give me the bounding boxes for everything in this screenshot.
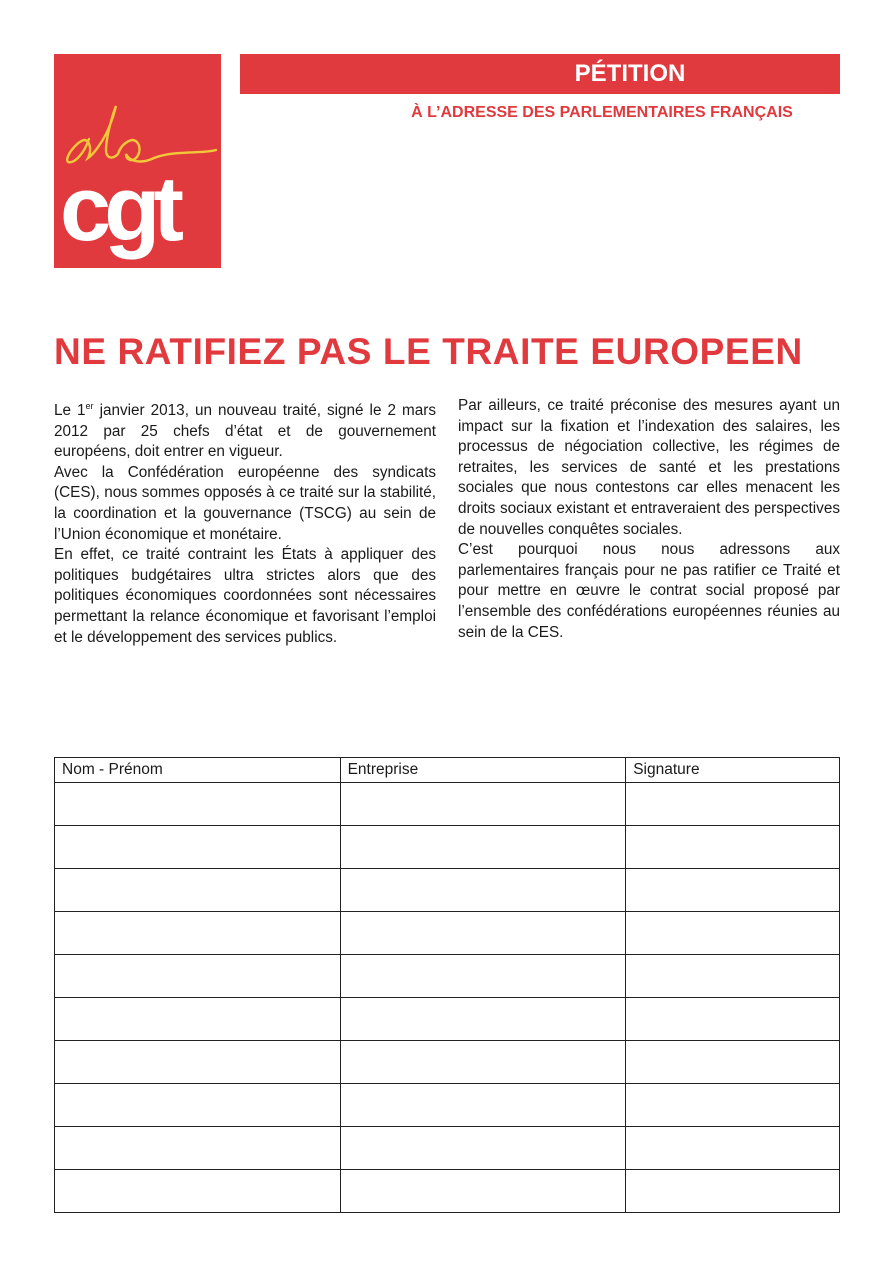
table-row — [55, 1084, 840, 1127]
paragraph: En effet, ce traité contraint les États à appliquer des politiques budgétaires ultra strictes alors que des politiques économiques coordonnées sont nécessaires permettant la relance économique et favorisant l’emploi et le développement des services publics. — [54, 546, 436, 646]
signature-cell[interactable] — [626, 826, 840, 869]
paragraph: Avec la Confédération européenne des syndicats (CES), nous sommes opposés à ce traité sur la stabilité, la coordination et la gouvernance (TSCG) au sein de l’Union économique et monétaire. — [54, 463, 436, 543]
table-row — [55, 783, 840, 826]
paragraph: Par ailleurs, ce traité préconise des mesures ayant un impact sur la fixation et l’indexation des salaires, les processus de négociation collective, les régimes de retraites, les services de santé et les prestations sociales que nous contestons car elles menacent les droits sociaux existant et entraveraient des perspectives de nouvelles conquêtes sociales. — [458, 397, 840, 538]
body-column-right — [458, 396, 840, 643]
signature-cell[interactable] — [626, 1170, 840, 1213]
paragraph-suffix: janvier 2013, un nouveau traité, signé le 2 mars 2012 par 25 chefs d’état et de gouvernement européens, doit entrer en vigueur. — [54, 402, 436, 461]
name-cell[interactable] — [55, 998, 341, 1041]
name-cell[interactable] — [55, 1084, 341, 1127]
table-row — [55, 1041, 840, 1084]
paragraph-prefix: Le 1 — [54, 402, 86, 420]
company-cell[interactable] — [340, 1084, 626, 1127]
signature-table — [54, 757, 840, 1213]
company-cell[interactable] — [340, 869, 626, 912]
signature-cell[interactable] — [626, 912, 840, 955]
header-name: Nom - Prénom — [55, 758, 341, 783]
table-body — [55, 783, 840, 1213]
signature-cell[interactable] — [626, 998, 840, 1041]
body-column-left — [54, 396, 436, 648]
subtitle-text: À L’ADRESSE DES PARLEMENTAIRES FRANÇAIS — [411, 104, 793, 121]
company-cell[interactable] — [340, 1041, 626, 1084]
logo-cgt-text: cgt — [60, 158, 177, 260]
paragraph — [54, 396, 436, 463]
name-cell[interactable] — [55, 1170, 341, 1213]
table-row — [55, 998, 840, 1041]
company-cell[interactable] — [340, 826, 626, 869]
cgt-logo — [54, 54, 221, 268]
petition-subtitle — [240, 104, 840, 122]
company-cell[interactable] — [340, 912, 626, 955]
table-row — [55, 1170, 840, 1213]
table-header-row — [55, 758, 840, 783]
header-company: Entreprise — [340, 758, 626, 783]
signature-cell[interactable] — [626, 1084, 840, 1127]
table-row — [55, 955, 840, 998]
superscript: er — [85, 401, 94, 411]
petition-banner — [240, 54, 840, 94]
header-signature: Signature — [626, 758, 840, 783]
banner-title: PÉTITION — [574, 60, 686, 87]
table-row — [55, 869, 840, 912]
name-cell[interactable] — [55, 1127, 341, 1170]
company-cell[interactable] — [340, 1127, 626, 1170]
table-row — [55, 1127, 840, 1170]
company-cell[interactable] — [340, 998, 626, 1041]
company-cell[interactable] — [340, 783, 626, 826]
name-cell[interactable] — [55, 1041, 341, 1084]
name-cell[interactable] — [55, 869, 341, 912]
name-cell[interactable] — [55, 955, 341, 998]
name-cell[interactable] — [55, 783, 341, 826]
cgt-logo-graphic — [54, 54, 221, 268]
table-row — [55, 912, 840, 955]
paragraph: C’est pourquoi nous nous adressons aux parlementaires français pour ne pas ratifier ce Traité et pour mettre en œuvre le contrat social proposé par l’ensemble des confédérations européennes réunies au sein de la CES. — [458, 541, 840, 641]
signature-cell[interactable] — [626, 1127, 840, 1170]
page-headline: NE RATIFIEZ PAS LE TRAITE EUROPEEN — [54, 331, 803, 372]
signature-cell[interactable] — [626, 869, 840, 912]
signature-cell[interactable] — [626, 955, 840, 998]
company-cell[interactable] — [340, 1170, 626, 1213]
signature-cell[interactable] — [626, 783, 840, 826]
name-cell[interactable] — [55, 826, 341, 869]
signature-cell[interactable] — [626, 1041, 840, 1084]
table-row — [55, 826, 840, 869]
name-cell[interactable] — [55, 912, 341, 955]
company-cell[interactable] — [340, 955, 626, 998]
